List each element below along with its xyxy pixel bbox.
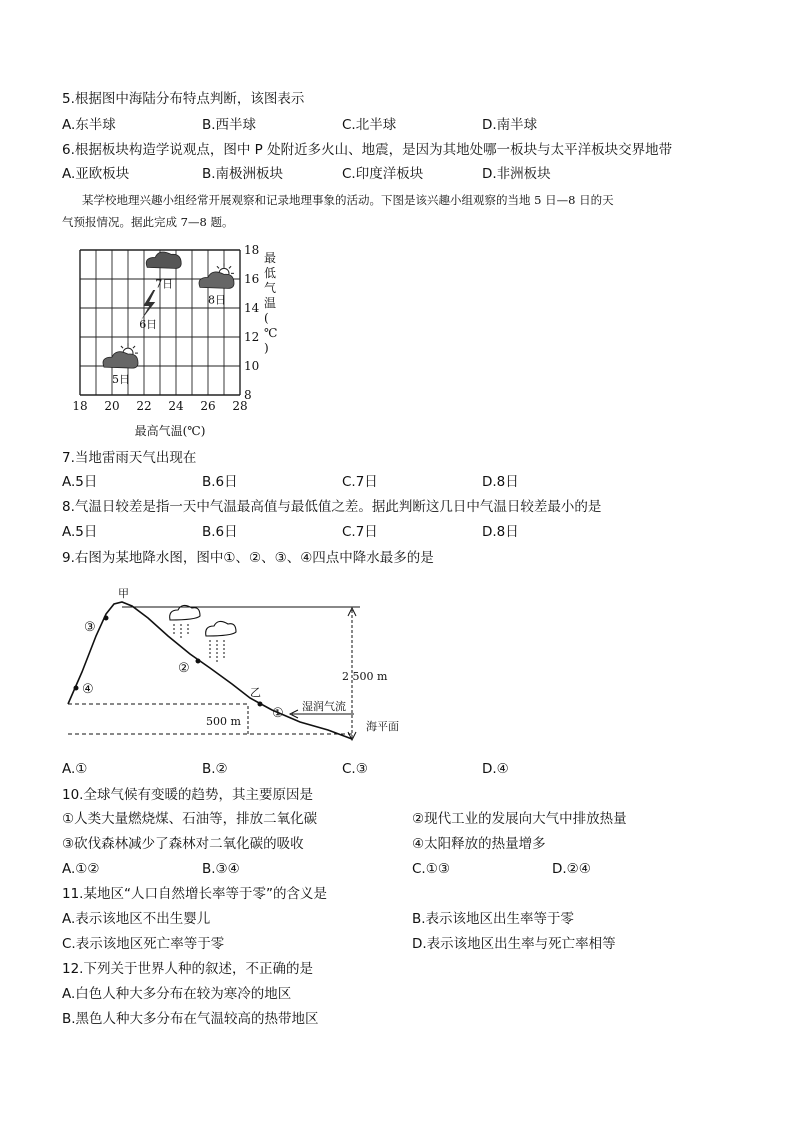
point-2-label: ②: [178, 661, 190, 676]
q5-stem: 5.根据图中海陆分布特点判断，该图表示: [62, 91, 305, 107]
q5-option-a[interactable]: A.东半球: [62, 117, 116, 133]
x-tick-label: 20: [104, 399, 120, 413]
point-label: 5日: [112, 373, 130, 387]
x-axis-label: 最高气温(℃): [134, 424, 206, 438]
airflow-label: 湿润气流: [302, 700, 346, 713]
q5-option-c[interactable]: C.北半球: [342, 117, 397, 133]
q8-stem: 8.气温日较差是指一天中气温最高值与最低值之差。据此判断这几日中气温日较差最小的是: [62, 499, 602, 515]
point-2-dot: [196, 659, 201, 664]
height-total-label: 2 500 m: [342, 670, 388, 683]
q10-item-4: ④太阳释放的热量增多: [412, 836, 546, 852]
point-1-dot: [258, 702, 263, 707]
peak-label: 甲: [118, 587, 129, 600]
q10-item-1: ①人类大量燃烧煤、石油等，排放二氧化碳: [62, 811, 318, 827]
precipitation-figure: [60, 580, 420, 755]
foot-label: 乙: [250, 686, 261, 699]
q8-option-d[interactable]: D.8日: [482, 524, 519, 540]
q11-option-b[interactable]: B.表示该地区出生率等于零: [412, 911, 575, 927]
q6-option-b[interactable]: B.南极洲板块: [202, 166, 284, 182]
x-tick-label: 18: [72, 399, 88, 413]
q5-option-d[interactable]: D.南半球: [482, 117, 538, 133]
q9-stem: 9.右图为某地降水图，图中①、②、③、④四点中降水最多的是: [62, 550, 434, 566]
q7-option-a[interactable]: A.5日: [62, 474, 98, 490]
intro-7-8-line2: 气预报情况。据此完成 7—8 题。: [62, 215, 234, 229]
point-3-label: ③: [84, 620, 96, 635]
height-foot-label: 500 m: [206, 715, 241, 728]
point-4-label: ④: [82, 682, 94, 697]
q10-option-d[interactable]: D.②④: [552, 861, 591, 877]
q11-stem: 11.某地区“人口自然增长率等于零”的含义是: [62, 886, 327, 902]
q9-option-c[interactable]: C.③: [342, 761, 368, 777]
y-tick-label: 14: [244, 301, 260, 315]
intro-7-8-line1: 某学校地理兴趣小组经常开展观察和记录地理事象的活动。下图是该兴趣小组观察的当地 5 日—8 日的天: [82, 193, 614, 207]
q10-option-c[interactable]: C.①③: [412, 861, 450, 877]
partly-cloudy-sun-icon: [199, 263, 234, 288]
rain-cloud-icon-1: [170, 605, 200, 638]
overcast-cloud-icon: [146, 252, 181, 268]
q10-item-2: ②现代工业的发展向大气中排放热量: [412, 811, 627, 827]
q6-stem: 6.根据板块构造学说观点，图中 P 处附近多火山、地震，是因为其地处哪一板块与太平洋板块交界地带: [62, 142, 673, 158]
x-tick-labels: [72, 399, 247, 413]
rain-cloud-icon-2: [206, 621, 236, 662]
q7-stem: 7.当地雷雨天气出现在: [62, 450, 197, 466]
point-label: 8日: [208, 293, 226, 307]
q10-option-a[interactable]: A.①②: [62, 861, 100, 877]
q7-option-c[interactable]: C.7日: [342, 474, 378, 490]
q9-option-d[interactable]: D.④: [482, 761, 509, 777]
q8-option-a[interactable]: A.5日: [62, 524, 98, 540]
q6-option-d[interactable]: D.非洲板块: [482, 166, 551, 182]
x-tick-label: 24: [168, 399, 184, 413]
q11-option-a[interactable]: A.表示该地区不出生婴儿: [62, 911, 211, 927]
point-3-dot: [104, 616, 109, 621]
point-label: 6日: [139, 318, 158, 331]
q5-option-b[interactable]: B.西半球: [202, 117, 257, 133]
y-tick-label: 16: [244, 272, 260, 286]
q6-option-a[interactable]: A.亚欧板块: [62, 166, 130, 182]
y-tick-label: 8: [244, 388, 252, 402]
q7-option-d[interactable]: D.8日: [482, 474, 519, 490]
q12-option-b[interactable]: B.黑色人种大多分布在气温较高的热带地区: [62, 1011, 319, 1027]
point-4-dot: [74, 686, 79, 691]
q7-option-b[interactable]: B.6日: [202, 474, 238, 490]
thunderstorm-icon: [141, 290, 155, 320]
point-label: 7日: [155, 277, 174, 291]
y-tick-label: 12: [244, 330, 260, 344]
point-1-label: ①: [272, 706, 284, 721]
q9-option-b[interactable]: B.②: [202, 761, 228, 777]
y-axis-label: 最低气温( ℃ ): [264, 251, 278, 355]
x-tick-label: 22: [136, 399, 152, 413]
q11-option-c[interactable]: C.表示该地区死亡率等于零: [62, 936, 225, 952]
q9-option-a[interactable]: A.①: [62, 761, 88, 777]
q12-stem: 12.下列关于世界人种的叙述，不正确的是: [62, 961, 313, 977]
partly-cloudy-sun-icon: [103, 343, 138, 368]
q8-option-b[interactable]: B.6日: [202, 524, 238, 540]
q10-option-b[interactable]: B.③④: [202, 861, 240, 877]
q6-option-c[interactable]: C.印度洋板块: [342, 166, 424, 182]
weather-chart: [60, 240, 300, 445]
q10-item-3: ③砍伐森林减少了森林对二氧化碳的吸收: [62, 836, 304, 852]
q12-option-a[interactable]: A.白色人种大多分布在较为寒冷的地区: [62, 986, 292, 1002]
x-tick-label: 26: [200, 399, 216, 413]
sea-level-label: 海平面: [366, 720, 399, 733]
q11-option-d[interactable]: D.表示该地区出生率与死亡率相等: [412, 936, 616, 952]
x-tick-label: 28: [232, 399, 248, 413]
y-tick-label: 10: [244, 359, 260, 373]
y-tick-label: 18: [244, 243, 260, 257]
y-tick-labels: [244, 243, 260, 402]
q10-stem: 10.全球气候有变暖的趋势，其主要原因是: [62, 787, 313, 803]
q8-option-c[interactable]: C.7日: [342, 524, 378, 540]
